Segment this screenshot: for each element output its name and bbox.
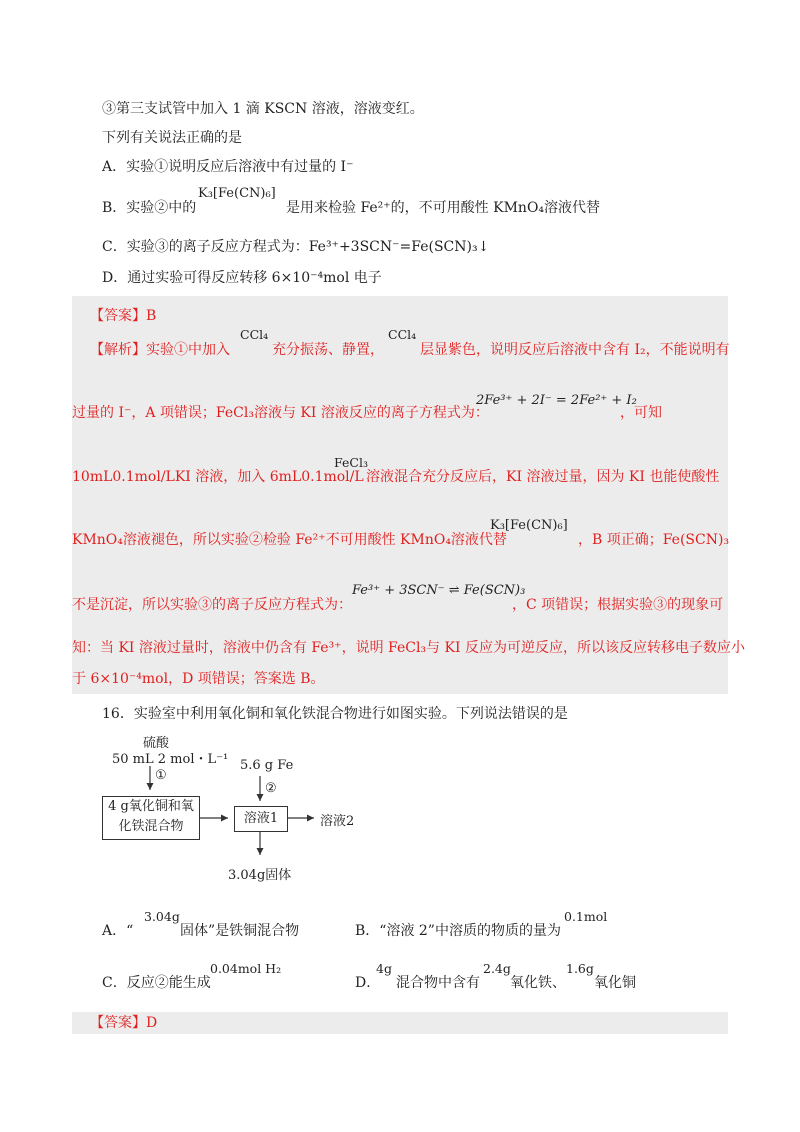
analysis-r4a: KMnO₄溶液褪色，所以实验②检验 Fe²⁺不可用酸性 KMnO₄溶液代替 bbox=[72, 532, 507, 548]
answer-d: 【答案】D bbox=[90, 1015, 158, 1031]
analysis-r3a: 10mL0.1mol/LKI 溶液，加入 6mL0.1mol/L bbox=[72, 469, 364, 485]
acid-label: 硫酸 bbox=[143, 736, 170, 751]
mixture-box bbox=[102, 796, 200, 840]
q16-option-d-v1: 4g bbox=[376, 961, 392, 976]
q16-option-d-v3: 1.6g bbox=[566, 961, 594, 976]
k3-formula-2: K₃[Fe(CN)₆] bbox=[490, 518, 568, 533]
analysis-r3b: 溶液混合充分反应后，KI 溶液过量，因为 KI 也能使酸性 bbox=[366, 469, 720, 485]
q16-option-d-m2: 氧化铁、 bbox=[510, 975, 566, 991]
question-prompt: 下列有关说法正确的是 bbox=[102, 130, 242, 146]
q16-option-b-value: 0.1mol bbox=[564, 909, 608, 924]
solid-label: 3.04g固体 bbox=[228, 868, 292, 883]
option-a: A．实验①说明反应后溶液中有过量的 I⁻ bbox=[102, 159, 354, 175]
step-2: ② bbox=[265, 781, 277, 796]
question-16-stem: 16．实验室中利用氧化铜和氧化铁混合物进行如图实验。下列说法错误的是 bbox=[102, 706, 568, 722]
q16-option-a-value: 3.04g bbox=[144, 909, 180, 924]
q16-option-d-m3: 氧化铜 bbox=[594, 975, 636, 991]
q16-option-a-prefix: A．“ bbox=[102, 923, 134, 939]
analysis-r4b: ，B 项正确；Fe(SCN)₃ bbox=[578, 532, 730, 548]
analysis-r1c: 层显紫色，说明反应后溶液中含有 I₂，不能说明有 bbox=[420, 342, 730, 358]
q16-option-c-value: 0.04mol H₂ bbox=[210, 961, 282, 976]
solution1-box bbox=[234, 806, 288, 832]
answer-2-block bbox=[72, 1012, 728, 1034]
analysis-r1b: 充分振荡、静置， bbox=[272, 342, 384, 358]
k3-formula-text: K₃[Fe(CN)₆] bbox=[198, 186, 276, 201]
q16-option-d-prefix: D． bbox=[355, 975, 381, 991]
analysis-r5b: ，C 项错误；根据实验③的现象可 bbox=[512, 597, 724, 613]
analysis-r1a: 【解析】实验①中加入 bbox=[90, 342, 230, 358]
text-line-1: ③第三支试管中加入 1 滴 KSCN 溶液，溶液变红。 bbox=[102, 101, 424, 117]
step-1: ① bbox=[155, 768, 167, 783]
q16-option-b-prefix: B．“溶液 2”中溶质的物质的量为 bbox=[355, 923, 561, 939]
equation-2: Fe³⁺ + 3SCN⁻ ⇌ Fe(SCN)₃ bbox=[352, 583, 526, 598]
fecl3-formula: FeCl₃ bbox=[334, 455, 368, 470]
q16-option-d-m1: 混合物中含有 bbox=[396, 975, 480, 991]
analysis-r7: 于 6×10⁻⁴mol，D 项错误；答案选 B。 bbox=[72, 671, 325, 687]
option-c: C．实验③的离子反应方程式为：Fe³⁺+3SCN⁻=Fe(SCN)₃↓ bbox=[102, 239, 490, 255]
mixture-label: 4 g氧化铜和氧化铁混合物 bbox=[108, 799, 194, 834]
q16-option-a-suffix: 固体”是铁铜混合物 bbox=[180, 923, 300, 939]
ccl4-formula-2: CCl₄ bbox=[388, 327, 417, 342]
solution1-label: 溶液1 bbox=[243, 811, 279, 826]
acid-amount: 50 mL 2 mol・L⁻¹ bbox=[112, 752, 229, 767]
option-d: D．通过实验可得反应转移 6×10⁻⁴mol 电子 bbox=[102, 270, 382, 286]
equation-1: 2Fe³⁺ + 2I⁻ = 2Fe²⁺ + I₂ bbox=[476, 393, 637, 408]
analysis-r2b: ，可知 bbox=[620, 405, 662, 421]
option-b-prefix: B．实验②中的 bbox=[102, 200, 197, 216]
analysis-r2a: 过量的 I⁻，A 项错误；FeCl₃溶液与 KI 溶液反应的离子方程式为： bbox=[72, 405, 489, 421]
ccl4-formula-1: CCl₄ bbox=[240, 327, 269, 342]
option-b-suffix: 是用来检验 Fe²⁺的，不可用酸性 KMnO₄溶液代替 bbox=[286, 200, 601, 216]
analysis-r6: 知：当 KI 溶液过量时，溶液中仍含有 Fe³⁺，说明 FeCl₃与 KI 反应为可逆反应，所以该反应转移电子数应小 bbox=[72, 640, 745, 656]
analysis-r5a: 不是沉淀，所以实验③的离子反应方程式为： bbox=[72, 597, 352, 613]
q16-option-d-v2: 2.4g bbox=[483, 961, 511, 976]
solution2-label: 溶液2 bbox=[320, 814, 355, 829]
q16-option-c-prefix: C．反应②能生成 bbox=[102, 975, 211, 991]
answer-b: 【答案】B bbox=[90, 308, 157, 324]
fe-amount: 5.6 g Fe bbox=[240, 758, 294, 773]
